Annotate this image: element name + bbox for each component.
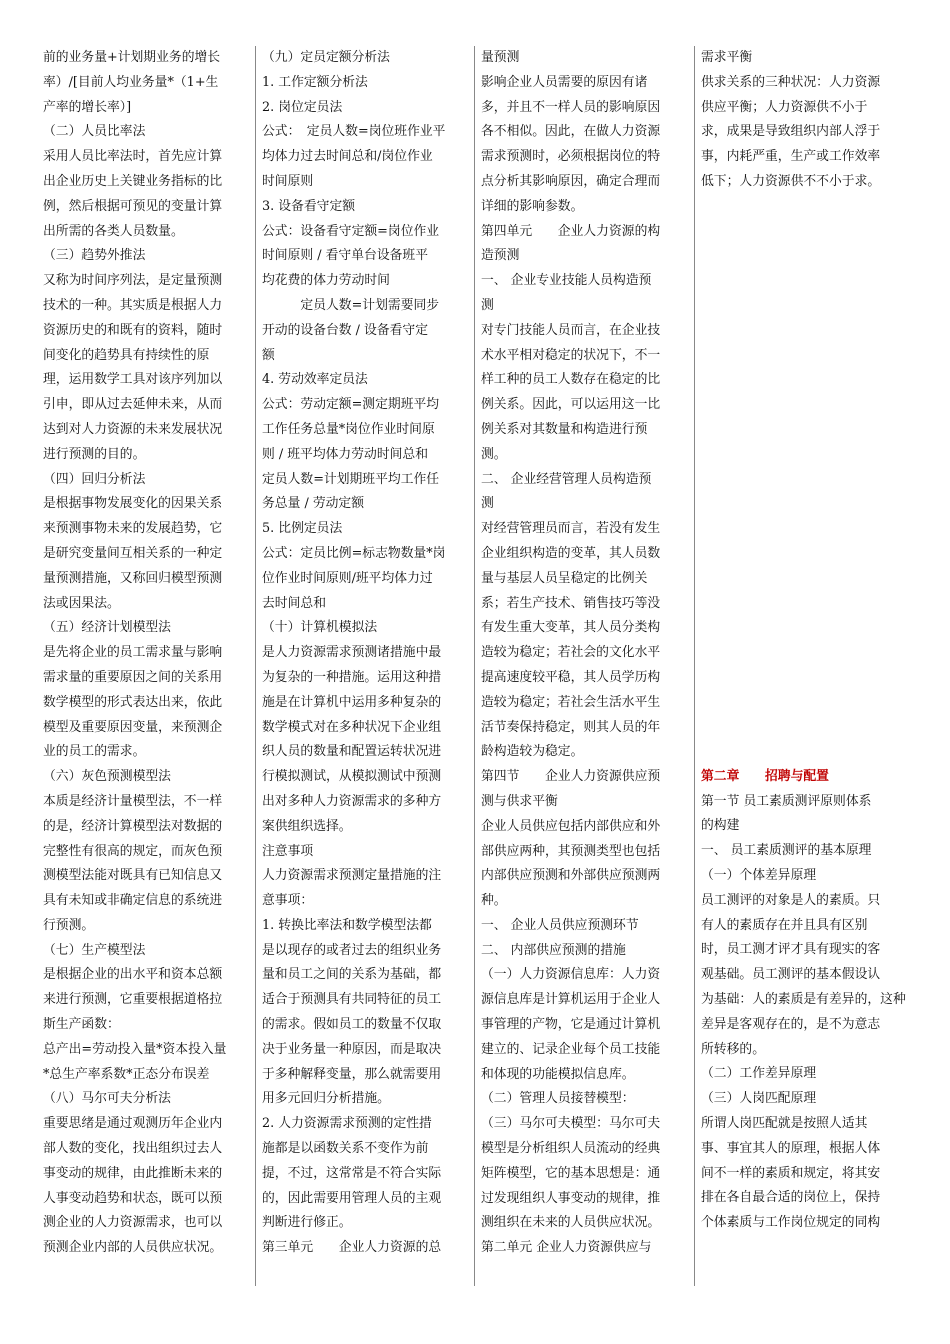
text-line: 一、 员工素质测评的基本原理: [701, 843, 872, 859]
text-line: 的需求。假如员工的数量不仅取: [262, 1017, 442, 1033]
text-line: 公式：设备看守定额=岗位作业: [262, 223, 440, 239]
text-line: 额: [262, 347, 275, 363]
text-line: 是根据事物发展变化的因果关系: [43, 496, 223, 512]
text-line: 时，员工测才评才具有现实的客: [701, 942, 881, 958]
text-line: 适合于预测具有共同特征的员工: [262, 992, 442, 1008]
text-line: 斯生产函数：: [43, 1017, 120, 1033]
text-line: 事管理的产物，它是通过计算机: [481, 1017, 661, 1033]
text-line: （三）趋势外推法: [43, 248, 146, 264]
text-line: 出所需的各类人员数量。: [43, 223, 184, 239]
text-line: 术水平相对稳定的状况下，不一: [481, 347, 661, 363]
text-line: 去时间总和: [262, 595, 326, 611]
text-line: 需求平衡: [701, 50, 753, 65]
text-line: 样工种的员工人数存在稳定的比: [481, 372, 661, 388]
text-line: 各不相似。因此，在做人力资源: [481, 124, 661, 140]
text-line: 来进行预测，它重要根据道格拉: [43, 992, 223, 1008]
text-line: 进行预测的目的。: [43, 446, 146, 462]
text-line: 供求关系的三种状况：人力资源: [701, 74, 881, 90]
text-line: （四）回归分析法: [43, 471, 146, 487]
text-line: 本质是经济计量模型法，不一样: [43, 793, 223, 809]
text-line: 对专门技能人员而言，在企业技: [481, 322, 661, 338]
text-line: 测: [481, 297, 494, 313]
text-line: *总生产率系数*正态分布误差: [43, 1066, 210, 1082]
text-line: 均花费的体力劳动时间: [262, 273, 390, 289]
text-line: 第三单元 企业人力资源的总: [262, 1240, 442, 1256]
text-line: 理，运用数学工具对该序列加以: [43, 372, 223, 388]
text-line: 第一节 员工素质测评原则体系: [701, 793, 872, 809]
text-line: 量和员工之间的关系为基础，都: [262, 967, 442, 983]
text-line: 的是，经济计算模型法对数据的: [43, 818, 223, 834]
text-line: 差异是客观存在的，是不为意志: [701, 1016, 881, 1032]
text-line: （五）经济计划模型法: [43, 620, 171, 636]
text-line: 供应平衡；人力资源供不小于: [701, 99, 868, 115]
text-line: 一、 企业人员供应预测环节: [481, 917, 639, 933]
text-line: 测。: [481, 446, 507, 462]
text-line: 测企业的人力资源需求，也可以: [43, 1215, 223, 1231]
text-line: 二、 内部供应预测的措施: [481, 942, 626, 958]
text-line: 排在各自最合适的岗位上，保持: [701, 1190, 881, 1206]
text-line: （九）定员定额分析法: [262, 50, 390, 65]
text-line: 产率的增长率）]: [43, 99, 132, 115]
text-line: 2. 人力资源需求预测的定性措: [262, 1116, 432, 1132]
text-line: 测模型法能对既具有已知信息又: [43, 868, 223, 884]
text-line: 用多元回归分析措施。: [262, 1091, 390, 1107]
text-line: （七）生产模型法: [43, 942, 146, 958]
text-line: （二）管理人员接替模型：: [481, 1091, 635, 1107]
text-line: 注意事项: [262, 843, 314, 859]
text-line: 测与供求平衡: [481, 793, 558, 809]
text-line: 工作任务总量*岗位作业时间原: [262, 421, 435, 437]
text-line: 和体现的功能模拟信息库。: [481, 1066, 635, 1082]
text-line: 意事项：: [262, 893, 314, 909]
text-line: 所谓人岗匹配就是按照人适其: [701, 1115, 868, 1131]
text-line: 重要思绪是通过观测历年企业内: [43, 1116, 223, 1132]
text-line: 对经营管理员而言，若没有发生: [481, 521, 661, 537]
text-line: 资源历史的和既有的资料，随时: [43, 322, 223, 338]
column-divider-1: [255, 46, 256, 1286]
text-line: 达到对人力资源的未来发展状况: [43, 421, 223, 437]
text-line: 提高速度较平稳，其人员学历构: [481, 669, 661, 685]
column-divider-3: [694, 46, 695, 1286]
text-line: 率）/[目前人均业务量*（1+生: [43, 74, 219, 90]
text-line: 公式：劳动定额=测定期班平均: [262, 397, 440, 413]
text-line: 一、 企业专业技能人员构造预: [481, 273, 652, 289]
text-line: 事、事宜其人的原理，根据人体: [701, 1140, 881, 1156]
text-line: 行预测。: [43, 917, 95, 933]
text-line: 人力资源需求预测定量措施的注: [262, 868, 442, 884]
text-line: 是先将企业的员工需求量与影响: [43, 645, 223, 661]
text-line: 业的员工的需求。: [43, 744, 146, 760]
text-line: 的构建: [701, 818, 740, 834]
text-line: 是人力资源需求预测诸措施中最: [262, 645, 442, 661]
text-line: 点分析其影响原因，确定合理而: [481, 173, 661, 189]
text-line: 预测企业内部的人员供应状况。: [43, 1240, 223, 1256]
text-line: 采用人员比率法时，首先应计算: [43, 149, 223, 165]
text-line: 3. 设备看守定额: [262, 198, 356, 214]
text-line: 例关系。因此，可以运用这一比: [481, 397, 661, 413]
text-line: 详细的影响参数。: [481, 198, 584, 214]
text-line: （十）计算机模拟法: [262, 620, 378, 636]
column-4-bottom-block: [701, 790, 911, 1236]
text-line: 例，然后根据可预见的变量计算: [43, 198, 223, 214]
text-line: 数学模型的形式表达出来，依此: [43, 694, 223, 710]
text-line: （六）灰色预测模型法: [43, 769, 171, 785]
text-line: 建立的、记录企业每个员工技能: [481, 1041, 661, 1057]
text-line: 施都是以函数关系不变作为前: [262, 1141, 429, 1157]
text-line: 法或因果法。: [43, 595, 120, 611]
text-line: 具有未知或非确定信息的系统进: [43, 893, 223, 909]
text-line: 来预测事物未来的发展趋势，它: [43, 521, 223, 537]
text-line: 个体素质与工作岗位规定的同构: [701, 1215, 881, 1231]
text-line: 又称为时间序列法，是定量预测: [43, 273, 223, 289]
text-line: 需求量的重要原因之间的关系用: [43, 669, 223, 685]
text-line: 前的业务量+计划期业务的增长: [43, 50, 221, 65]
text-line: 第四单元 企业人力资源的构: [481, 223, 661, 239]
text-line: 5. 比例定员法: [262, 521, 343, 537]
text-line: 出对多种人力资源需求的多种方: [262, 793, 442, 809]
text-line: 案供组织选择。: [262, 818, 352, 834]
column-4-blank-space: [701, 195, 911, 765]
text-line: （二）工作差异原理: [701, 1066, 817, 1082]
text-line: 判断进行修正。: [262, 1215, 352, 1231]
column-4-top-block: [701, 46, 911, 195]
text-line: 有人的素质存在并且具有区别: [701, 917, 868, 933]
text-line: 内部供应预测和外部供应预测两: [481, 868, 661, 884]
text-line: 完整性有很高的规定，而灰色预: [43, 843, 223, 859]
text-line: （三）马尔可夫模型：马尔可夫: [481, 1116, 661, 1132]
text-line: 第二单元 企业人力资源供应与: [481, 1240, 652, 1256]
text-line: 企业组织构造的变革，其人员数: [481, 545, 661, 561]
text-line: 则 / 班平均体力劳动时间总和: [262, 446, 429, 462]
text-line: 观基础。员工测评的基本假设认: [701, 967, 881, 983]
text-line: 量预测措施，又称回归模型预测: [43, 570, 223, 586]
text-line: 造较为稳定；若社会生活水平生: [481, 694, 661, 710]
text-column-1: [43, 46, 253, 1261]
text-line: 种。: [481, 893, 507, 909]
text-line: 多，并且不一样人员的影响原因: [481, 99, 661, 115]
text-line: 造预测: [481, 248, 520, 264]
text-line: 1. 转换比率法和数学模型法都: [262, 917, 432, 933]
text-line: 影响企业人员需要的原因有诸: [481, 74, 648, 90]
text-line: 4. 劳动效率定员法: [262, 372, 368, 388]
text-line: 求，成果是导致组织内部人浮于: [701, 124, 881, 140]
text-line: 矩阵模型，它的基本思想是：通: [481, 1165, 661, 1181]
text-line: 公式： 定员人数=岗位班作业平: [262, 124, 446, 140]
text-line: 开动的设备台数 / 设备看守定: [262, 322, 429, 338]
text-line: 数学模式对在多种状况下企业组: [262, 719, 442, 735]
text-line: 需求预测时，必须根据岗位的特: [481, 149, 661, 165]
text-line: 务总量 / 劳动定额: [262, 496, 365, 512]
text-line: 时间原则: [262, 173, 314, 189]
text-line: 活节奏保持稳定，则其人员的年: [481, 719, 661, 735]
text-line: 的，因此需要用管理人员的主观: [262, 1190, 442, 1206]
text-line: 模型及重要原因变量，来预测企: [43, 719, 223, 735]
text-line: 龄构造较为稳定。: [481, 744, 584, 760]
text-line: 是根据企业的出水平和资本总额: [43, 967, 223, 983]
text-line: 决于业务量一种原因，而是取决: [262, 1041, 442, 1057]
text-column-4: [701, 46, 911, 1236]
text-line: 间变化的趋势具有持续性的原: [43, 347, 210, 363]
text-line: 造较为稳定；若社会的文化水平: [481, 645, 661, 661]
text-line: 第四节 企业人力资源供应预: [481, 769, 661, 785]
text-line: 施是在计算机中运用多种复杂的: [262, 694, 442, 710]
text-line: 测组织在未来的人员供应状况。: [481, 1215, 661, 1231]
text-line: 员工测评的对象是人的素质。只: [701, 892, 881, 908]
text-line: 位作业时间原则/班平均体力过: [262, 570, 433, 586]
text-column-2: [262, 46, 472, 1261]
text-line: 为基础：人的素质是有差异的，这种: [701, 991, 906, 1007]
text-line: 为复杂的一种措施。运用这种措: [262, 669, 442, 685]
text-line: 技术的一种。其实质是根据人力: [43, 297, 223, 313]
text-line: 量与基层人员呈稳定的比例关: [481, 570, 648, 586]
text-line: 企业人员供应包括内部供应和外: [481, 818, 661, 834]
text-line: （一）个体差异原理: [701, 867, 817, 883]
text-line: 事变动的规律，由此推断未来的: [43, 1165, 223, 1181]
text-line: 部供应两种，其预测类型也包括: [481, 843, 661, 859]
text-line: 公式：定员比例=标志物数量*岗: [262, 545, 446, 561]
text-line: 间不一样的素质和规定，将其安: [701, 1165, 881, 1181]
text-line: 是研究变量间互相关系的一种定: [43, 545, 223, 561]
text-line: 总产出=劳动投入量*资本投入量: [43, 1041, 227, 1057]
text-line: 行模拟测试，从模拟测试中预测: [262, 769, 442, 785]
text-line: （二）人员比率法: [43, 124, 146, 140]
text-line: 定员人数=计划需要同步: [262, 297, 440, 313]
text-line: 有发生重大变革，其人员分类构: [481, 620, 661, 636]
text-line: （三）人岗匹配原理: [701, 1091, 817, 1107]
text-line: 提，不过，这常常是不符合实际: [262, 1165, 442, 1181]
text-line: 引申，即从过去延伸未来，从而: [43, 397, 223, 413]
text-line: 例关系对其数量和构造进行预: [481, 421, 648, 437]
text-line: 测: [481, 496, 494, 512]
text-column-3: [481, 46, 691, 1261]
text-line: （一）人力资源信息库：人力资: [481, 967, 661, 983]
chapter-heading: 第二章 招聘与配置: [701, 768, 829, 784]
text-line: 是以现存的或者过去的组织业务: [262, 942, 442, 958]
text-line: （八）马尔可夫分析法: [43, 1091, 171, 1107]
text-line: 2. 岗位定员法: [262, 99, 343, 115]
text-line: 系；若生产技术、销售技巧等没: [481, 595, 661, 611]
text-line: 1. 工作定额分析法: [262, 74, 368, 90]
text-line: 源信息库是计算机运用于企业人: [481, 992, 661, 1008]
text-line: 事，内耗严重，生产或工作效率: [701, 149, 881, 165]
text-line: 人事变动趋势和状态，既可以预: [43, 1190, 223, 1206]
text-line: 时间原则 / 看守单台设备班平: [262, 248, 429, 264]
text-line: 所转移的。: [701, 1041, 765, 1057]
text-line: 二、 企业经营管理人员构造预: [481, 471, 652, 487]
text-line: 出企业历史上关键业务指标的比: [43, 173, 223, 189]
text-line: 部人数的变化，找出组织过去人: [43, 1141, 223, 1157]
text-line: 定员人数=计划期班平均工作任: [262, 471, 440, 487]
text-line: 均体力过去时间总和/岗位作业: [262, 149, 433, 165]
text-line: 织人员的数量和配置运转状况进: [262, 744, 442, 760]
text-line: 量预测: [481, 50, 520, 65]
text-line: 过发现组织人事变动的规律，推: [481, 1190, 661, 1206]
column-divider-2: [474, 46, 475, 1286]
text-line: 低下；人力资源供不不小于求。: [701, 173, 881, 189]
text-line: 于多种解释变量，那么就需要用: [262, 1066, 442, 1082]
text-line: 模型是分析组织人员流动的经典: [481, 1141, 661, 1157]
